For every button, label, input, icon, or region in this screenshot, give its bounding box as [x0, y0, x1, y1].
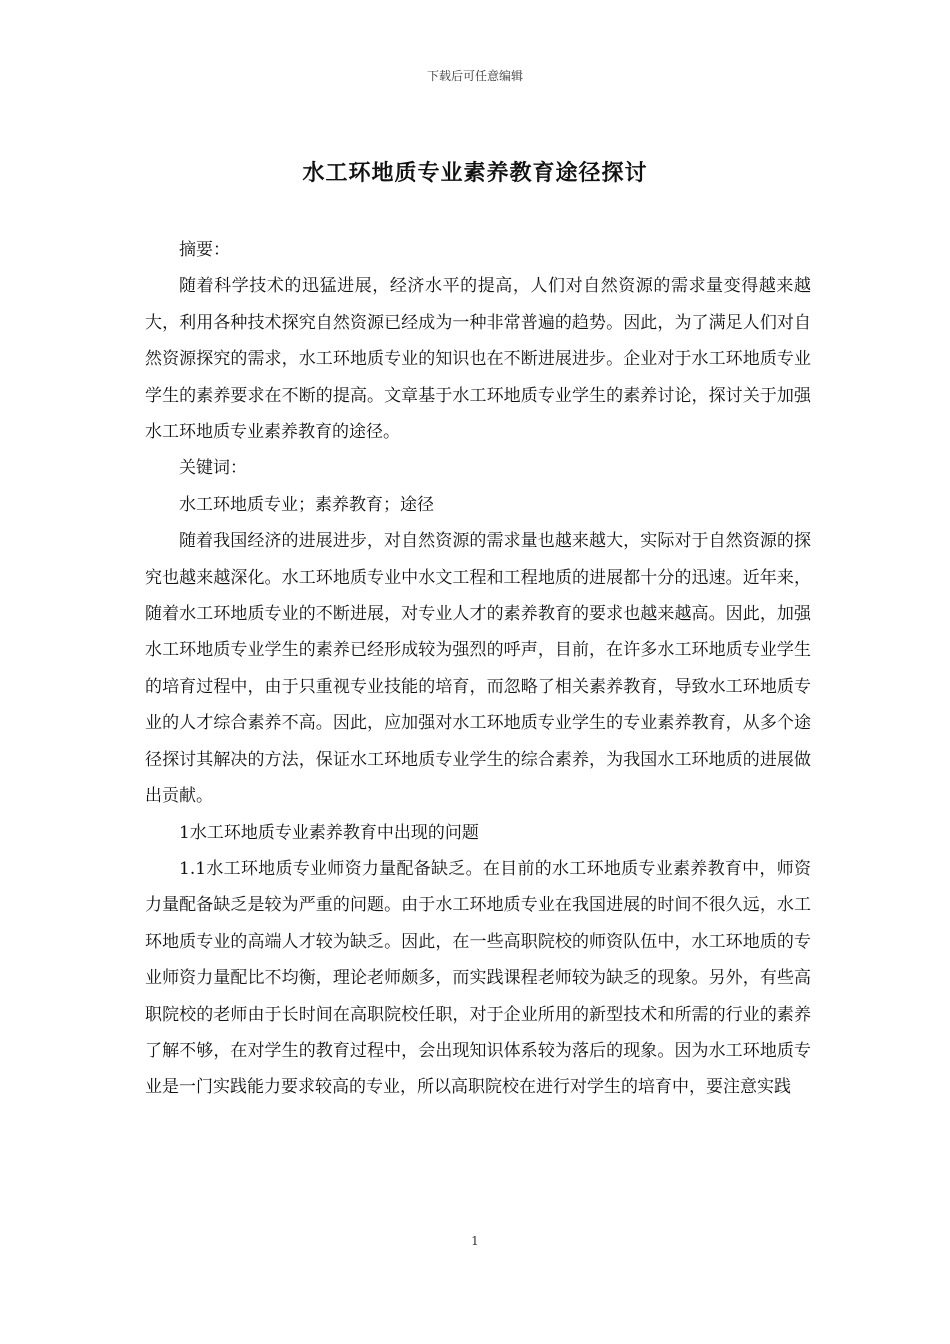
document-body — [145, 232, 811, 1106]
keywords-paragraph: 水工环地质专业；素养教育；途径 — [179, 494, 434, 515]
section-paragraph: 1.1水工环地质专业师资力量配备缺乏。在目前的水工环地质专业素养教育中，师资力量配备缺乏是较为严重的问题。由于水工环地质专业在我国进展的时间不很久远，水工环地质专业的高端人才较为缺乏。因此，在一些高职院校的师资队伍中，水工环地质的专业师资力量配比不均衡，理论老师颇多，而实践课程老师较为缺乏的现象。另外，有些高职院校的老师由于长时间在高职院校任职，对于企业所用的新型技术和所需的行业的素养了解不够，在对学生的教育过程中，会出现知识体系较为落后的现象。因为水工环地质专业是一门实践能力要求较高的专业，所以高职院校在进行对学生的培育中，要注意实践 — [145, 858, 811, 1098]
abstract-label: 摘要： — [179, 240, 230, 260]
intro-paragraph: 随着我国经济的进展进步，对自然资源的需求量也越来越大，实际对于自然资源的探究也越来越深化。水工环地质专业中水文工程和工程地质的进展都十分的迅速。近年来，随着水工环地质专业的不断进展，对专业人才的素养教育的要求也越来越高。因此，加强水工环地质专业学生的素养已经形成较为强烈的呼声，目前，在许多水工环地质专业学生的培育过程中，由于只重视专业技能的培育，而忽略了相关素养教育，导致水工环地质专业的人才综合素养不高。因此，应加强对水工环地质专业学生的专业素养教育，从多个途径探讨其解决的方法，保证水工环地质专业学生的综合素养，为我国水工环地质的进展做出贡献。 — [145, 531, 811, 807]
section-heading: 1水工环地质专业素养教育中出现的问题 — [179, 822, 479, 843]
document-title: 水工环地质专业素养教育途径探讨 — [302, 161, 648, 186]
abstract-paragraph: 随着科学技术的迅猛进展，经济水平的提高，人们对自然资源的需求量变得越来越大，利用各种技术探究自然资源已经成为一种非常普遍的趋势。因此，为了满足人们对自然资源探究的需求，水工环地质专业的知识也在不断进展进步。企业对于水工环地质专业学生的素养要求在不断的提高。文章基于水工环地质专业学生的素养讨论，探讨关于加强水工环地质专业素养教育的途径。 — [145, 276, 811, 443]
page-number: 1 — [471, 1234, 479, 1248]
keywords-label: 关键词： — [179, 458, 247, 479]
header-note: 下载后可任意编辑 — [426, 69, 523, 83]
